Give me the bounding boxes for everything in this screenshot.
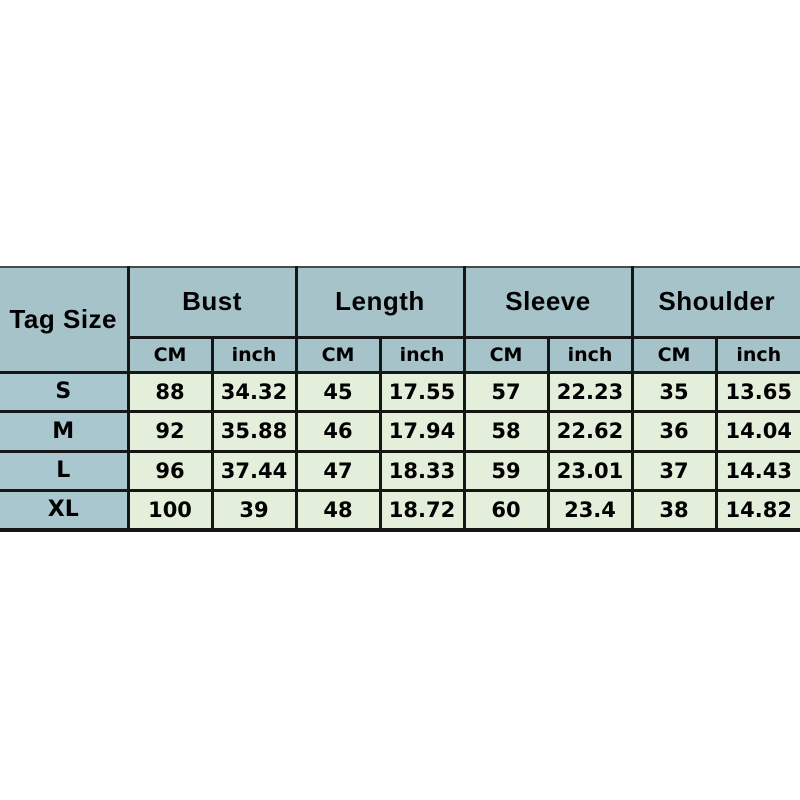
value-cell-length-cm: 48 xyxy=(296,490,380,530)
value-cell-length-cm: 46 xyxy=(296,411,380,451)
group-header-bust: Bust xyxy=(128,267,296,337)
value-cell-length-inch: 18.33 xyxy=(380,451,464,490)
value-cell-shoulder-cm: 36 xyxy=(632,411,716,451)
value-cell-bust-cm: 88 xyxy=(128,372,212,411)
value-cell-sleeve-inch: 22.23 xyxy=(548,372,632,411)
size-cell: XL xyxy=(0,490,128,530)
value-cell-bust-inch: 39 xyxy=(212,490,296,530)
value-cell-sleeve-inch: 23.4 xyxy=(548,490,632,530)
value-cell-length-inch: 17.55 xyxy=(380,372,464,411)
size-cell: L xyxy=(0,451,128,490)
value-cell-shoulder-inch: 14.82 xyxy=(716,490,800,530)
value-cell-bust-cm: 100 xyxy=(128,490,212,530)
unit-header-bust-inch: inch xyxy=(212,337,296,372)
unit-header-sleeve-inch: inch xyxy=(548,337,632,372)
value-cell-bust-cm: 96 xyxy=(128,451,212,490)
group-header-shoulder: Shoulder xyxy=(632,267,800,337)
table-row-l xyxy=(0,451,800,490)
unit-header-shoulder-inch: inch xyxy=(716,337,800,372)
size-cell: M xyxy=(0,411,128,451)
corner-header-tag-size: Tag Size xyxy=(0,267,128,372)
value-cell-length-cm: 47 xyxy=(296,451,380,490)
value-cell-shoulder-cm: 37 xyxy=(632,451,716,490)
value-cell-shoulder-inch: 14.04 xyxy=(716,411,800,451)
unit-header-bust-cm: CM xyxy=(128,337,212,372)
value-cell-bust-cm: 92 xyxy=(128,411,212,451)
value-cell-sleeve-cm: 60 xyxy=(464,490,548,530)
size-chart-table xyxy=(0,266,800,532)
value-cell-sleeve-inch: 22.62 xyxy=(548,411,632,451)
table-row-s xyxy=(0,372,800,411)
value-cell-length-inch: 17.94 xyxy=(380,411,464,451)
value-cell-bust-inch: 34.32 xyxy=(212,372,296,411)
value-cell-sleeve-cm: 57 xyxy=(464,372,548,411)
value-cell-sleeve-cm: 58 xyxy=(464,411,548,451)
value-cell-sleeve-cm: 59 xyxy=(464,451,548,490)
unit-header-length-cm: CM xyxy=(296,337,380,372)
value-cell-shoulder-cm: 38 xyxy=(632,490,716,530)
value-cell-sleeve-inch: 23.01 xyxy=(548,451,632,490)
value-cell-bust-inch: 35.88 xyxy=(212,411,296,451)
header-group-row xyxy=(0,267,800,337)
value-cell-length-inch: 18.72 xyxy=(380,490,464,530)
unit-header-sleeve-cm: CM xyxy=(464,337,548,372)
size-cell: S xyxy=(0,372,128,411)
table-row-m xyxy=(0,411,800,451)
value-cell-shoulder-inch: 13.65 xyxy=(716,372,800,411)
table-row-xl xyxy=(0,490,800,530)
value-cell-bust-inch: 37.44 xyxy=(212,451,296,490)
unit-header-shoulder-cm: CM xyxy=(632,337,716,372)
value-cell-shoulder-inch: 14.43 xyxy=(716,451,800,490)
unit-header-length-inch: inch xyxy=(380,337,464,372)
group-header-sleeve: Sleeve xyxy=(464,267,632,337)
value-cell-length-cm: 45 xyxy=(296,372,380,411)
group-header-length: Length xyxy=(296,267,464,337)
value-cell-shoulder-cm: 35 xyxy=(632,372,716,411)
